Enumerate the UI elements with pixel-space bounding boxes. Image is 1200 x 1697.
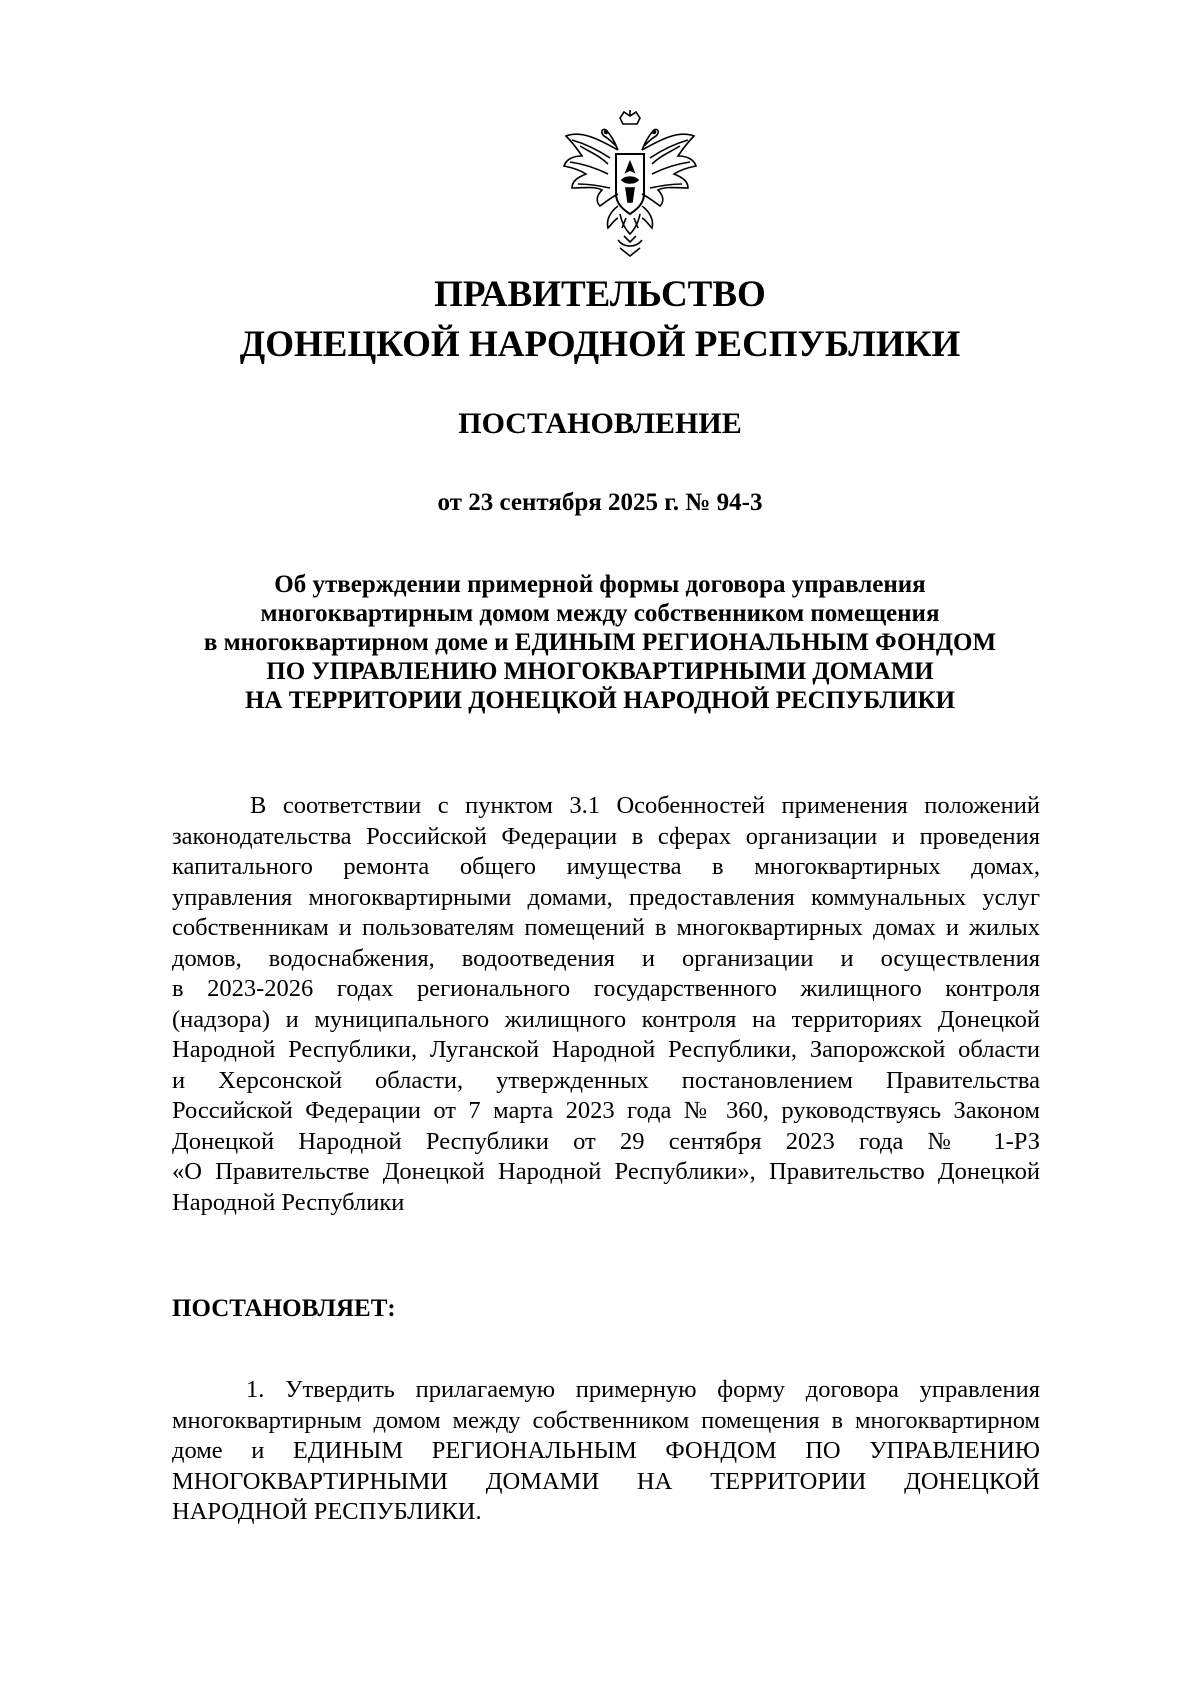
item-1-line: доме и ЕДИНЫМ РЕГИОНАЛЬНЫМ ФОНДОМ ПО УПРАВЛЕНИЮ: [172, 1437, 1040, 1464]
preamble-line: «О Правительстве Донецкой Народной Республики», Правительство Донецкой: [172, 1158, 1040, 1185]
subject-line: ПО УПРАВЛЕНИЮ МНОГОКВАРТИРНЫМИ ДОМАМИ: [266, 658, 934, 685]
item-1-paragraph: [172, 1375, 1040, 1528]
government-title-line1: ПРАВИТЕЛЬСТВО: [434, 274, 766, 315]
item-1-line: 1. Утвердить прилагаемую примерную форму договора управления: [246, 1376, 1040, 1403]
subject-line: в многоквартирном доме и ЕДИНЫМ РЕГИОНАЛЬНЫМ ФОНДОМ: [203, 629, 997, 656]
double-headed-eagle-emblem-icon: [560, 110, 700, 260]
document-type: ПОСТАНОВЛЕНИЕ: [458, 407, 742, 440]
government-title-line2: ДОНЕЦКОЙ НАРОДНОЙ РЕСПУБЛИКИ: [239, 324, 961, 365]
decree-heading: ПОСТАНОВЛЯЕТ:: [172, 1295, 396, 1322]
preamble-line: Народной Республики, Луганской Народной Республики, Запорожской области: [172, 1036, 1040, 1063]
document-date-number: от 23 сентября 2025 г. № 94-3: [437, 489, 763, 516]
preamble-line: и Херсонской области, утвержденных постановлением Правительства: [172, 1066, 1040, 1094]
item-1-line: многоквартирным домом между собственником помещения в многоквартирном: [172, 1406, 1040, 1434]
document-subject: [160, 570, 1040, 715]
preamble-line: В соответствии с пунктом 3.1 Особенностей применения положений: [250, 792, 1040, 819]
subject-line: многоквартирным домом между собственником помещения: [260, 600, 940, 627]
preamble-line: Российской Федерации от 7 марта 2023 года № 360, руководствуясь Законом: [172, 1097, 1040, 1124]
item-1-line: НАРОДНОЙ РЕСПУБЛИКИ.: [172, 1498, 482, 1525]
item-1-line: МНОГОКВАРТИРНЫМИ ДОМАМИ НА ТЕРРИТОРИИ ДОНЕЦКОЙ: [172, 1467, 1040, 1495]
preamble-paragraph: [172, 791, 1040, 1218]
preamble-line: законодательства Российской Федерации в сферах организации и проведения: [172, 822, 1040, 850]
preamble-line: (надзора) и муниципального жилищного контроля на территориях Донецкой: [172, 1005, 1040, 1033]
subject-line: Об утверждении примерной формы договора управления: [274, 571, 926, 598]
preamble-line: Донецкой Народной Республики от 29 сентября 2023 года № 1-РЗ: [172, 1127, 1040, 1155]
preamble-line: управления многоквартирными домами, предоставления коммунальных услуг: [172, 883, 1040, 911]
preamble-line: домов, водоснабжения, водоотведения и организации и осуществления: [172, 944, 1040, 972]
preamble-line: собственникам и пользователям помещений в многоквартирных домах и жилых: [172, 914, 1040, 941]
preamble-line: капитального ремонта общего имущества в многоквартирных домах,: [172, 853, 1040, 880]
preamble-line: в 2023-2026 годах регионального государственного жилищного контроля: [172, 975, 1040, 1002]
preamble-line: Народной Республики: [172, 1188, 405, 1216]
subject-line: НА ТЕРРИТОРИИ ДОНЕЦКОЙ НАРОДНОЙ РЕСПУБЛИКИ: [244, 687, 956, 714]
